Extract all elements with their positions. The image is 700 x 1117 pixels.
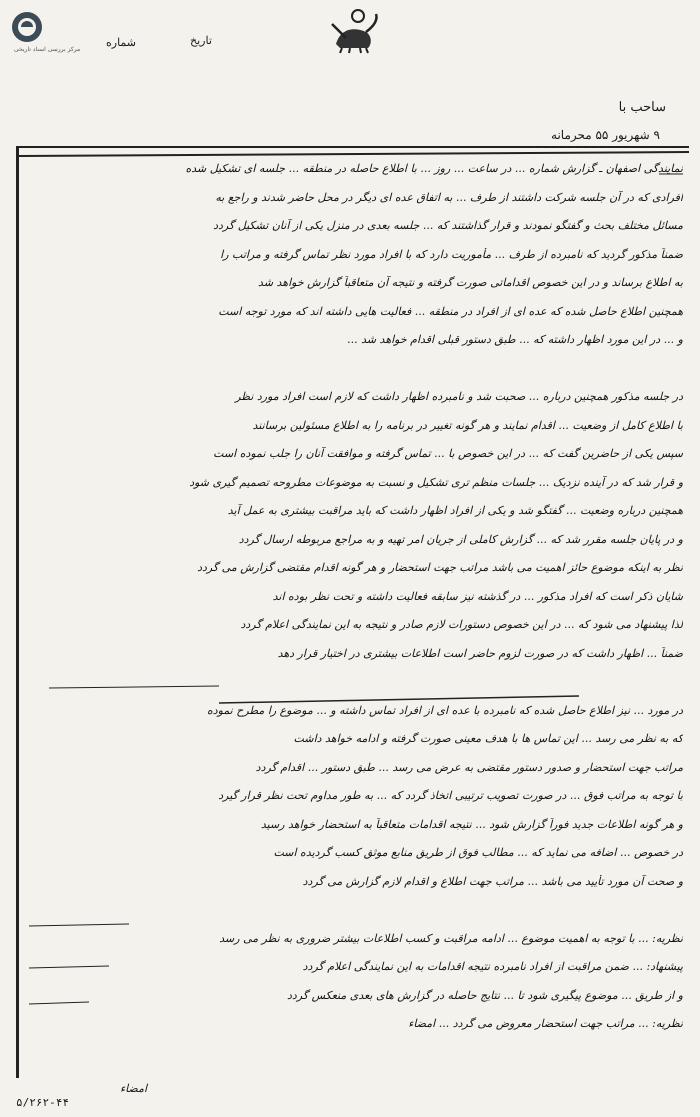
handwritten-line: با توجه به مراتب فوق ... در صورت تصویب ترتیبی اتخاذ گردد که ... به طور مداوم تحت نظر قرار گیرد bbox=[218, 789, 683, 802]
subject-line: ۹ شهریور ۵۵ محرمانه bbox=[551, 128, 660, 142]
logo-caption: مرکز بررسی اسناد تاریخی bbox=[14, 46, 81, 53]
date-label: تاریخ bbox=[190, 34, 212, 47]
archive-logo-icon bbox=[10, 10, 44, 44]
handwritten-line bbox=[25, 362, 683, 382]
handwritten-line: به اطلاع برساند و در این خصوص اقداماتی صورت گرفته و نتیجه آن متعاقباً گزارش خواهد شد bbox=[258, 276, 683, 289]
handwritten-line: نظریه: ... مراتب جهت استحضار معروض می گردد ... امضاء bbox=[408, 1017, 683, 1030]
handwritten-line: افرادی که در آن جلسه شرکت داشتند از طرف ... به اتفاق عده ای دیگر در محل حاضر شدند و راجع به bbox=[215, 190, 683, 204]
handwritten-line: همچنین اطلاع حاصل شده که عده ای از افراد در منطقه ... فعالیت هایی داشته اند که مورد توجه است bbox=[218, 304, 683, 318]
addressee: ساحب با bbox=[618, 100, 666, 115]
number-label: شماره bbox=[106, 36, 137, 49]
handwritten-line: ضمناً مذکور گردید که نامبرده از طرف ... مأموریت دارد که با افراد مورد نظر تماس گرفته و مراتب را bbox=[220, 247, 683, 261]
handwritten-line: نظر به اینکه موضوع حائز اهمیت می باشد مراتب جهت استحضار و هر گونه اقدام مقتضی گزارش می گردد bbox=[197, 561, 683, 574]
emblem-icon bbox=[322, 4, 382, 54]
handwritten-line: سپس یکی از حاضرین گفت که ... در این خصوص با ... تماس گرفته و موافقت آنان را جلب نموده است bbox=[213, 447, 683, 460]
handwritten-line: ضمناً ... اظهار داشت که در صورت لزوم حاضر است اطلاعات بیشتری در اختیار قرار دهد bbox=[277, 646, 683, 660]
handwritten-line: مسائل مختلف بحث و گفتگو نمودند و قرار گذاشتند که ... جلسه بعدی در منزل یکی از آنان تشکیل گردد bbox=[213, 219, 683, 232]
handwritten-line: با اطلاع کامل از وضعیت ... اقدام نمایند و هر گونه تغییر در برنامه را به اطلاع مسئولین برسانند bbox=[252, 418, 683, 432]
handwritten-line bbox=[25, 903, 683, 923]
handwritten-line: شایان ذکر است که افراد مذکور ... در گذشته نیز سابقه فعالیت داشته و تحت نظر بوده اند bbox=[272, 589, 683, 603]
handwritten-line: در خصوص ... اضافه می نماید که ... مطالب فوق از طریق منابع موثق کسب گردیده است bbox=[273, 846, 683, 859]
handwritten-line: و در پایان جلسه مقرر شد که ... گزارش کاملی از جریان امر تهیه و به مراجع مربوطه ارسال گردد bbox=[238, 532, 683, 546]
handwritten-line: نظریه: ... با توجه به اهمیت موضوع ... ادامه مراقبت و کسب اطلاعات بیشتر ضروری به نظر می رسد bbox=[219, 931, 683, 945]
document-number: ۵/۲۶۲-۴۴ bbox=[16, 1096, 69, 1109]
handwritten-line: و قرار شد که در آینده نزدیک ... جلسات منظم تری تشکیل و نسبت به موضوعات مطروحه تصمیم گیری شود bbox=[189, 475, 683, 489]
handwritten-line: در جلسه مذکور همچنین درباره ... صحبت شد و نامبرده اظهار داشت که لازم است افراد مورد نظر bbox=[235, 390, 683, 403]
handwritten-line: در مورد ... نیز اطلاع حاصل شده که نامبرده با عده ای از افراد تماس داشته و ... موضوع را مطرح نموده bbox=[206, 703, 683, 717]
handwritten-line: و از طریق ... موضوع پیگیری شود تا ... نتایج حاصله در گزارش های بعدی منعکس گردد bbox=[287, 988, 683, 1002]
signature: امضاء bbox=[120, 1082, 148, 1095]
handwritten-line bbox=[25, 675, 683, 695]
handwritten-line: و صحت آن مورد تأیید می باشد ... مراتب جهت اطلاع و اقدام لازم گزارش می گردد bbox=[302, 874, 683, 888]
handwritten-line: پیشنهاد: ... ضمن مراقبت از افراد نامبرده نتیجه اقدامات به این نمایندگی اعلام گردد bbox=[302, 960, 683, 973]
handwritten-line: لذا پیشنهاد می شود که ... در این خصوص دستورات لازم صادر و نتیجه به این نمایندگی اعلام گردد bbox=[240, 618, 683, 631]
handwritten-line: و هر گونه اطلاعات جدید فوراً گزارش شود ... نتیجه اقدامات متعاقباً به استحضار خواهد رسید bbox=[260, 817, 683, 831]
handwritten-line: و ... در این مورد اظهار داشته که ... طبق دستور قبلی اقدام خواهد شد ... bbox=[347, 333, 683, 346]
handwritten-line: مراتب جهت استحضار و صدور دستور مقتضی به عرض می رسد ... طبق دستور ... اقدام گردد bbox=[255, 760, 683, 774]
handwritten-line: نمایندگی اصفهان ـ گزارش شماره ... در ساعت ... روز ... با اطلاع حاصله در منطقه ... جلسه ای تشکیل شده bbox=[185, 162, 683, 175]
handwritten-line: که به نظر می رسد ... این تماس ها با هدف معینی صورت گرفته و ادامه خواهد داشت bbox=[293, 732, 683, 745]
handwritten-line: همچنین درباره وضعیت ... گفتگو شد و یکی از افراد اظهار داشت که باید مراقبت بیشتری به عمل آید bbox=[227, 504, 683, 517]
handwritten-body bbox=[16, 146, 689, 1078]
